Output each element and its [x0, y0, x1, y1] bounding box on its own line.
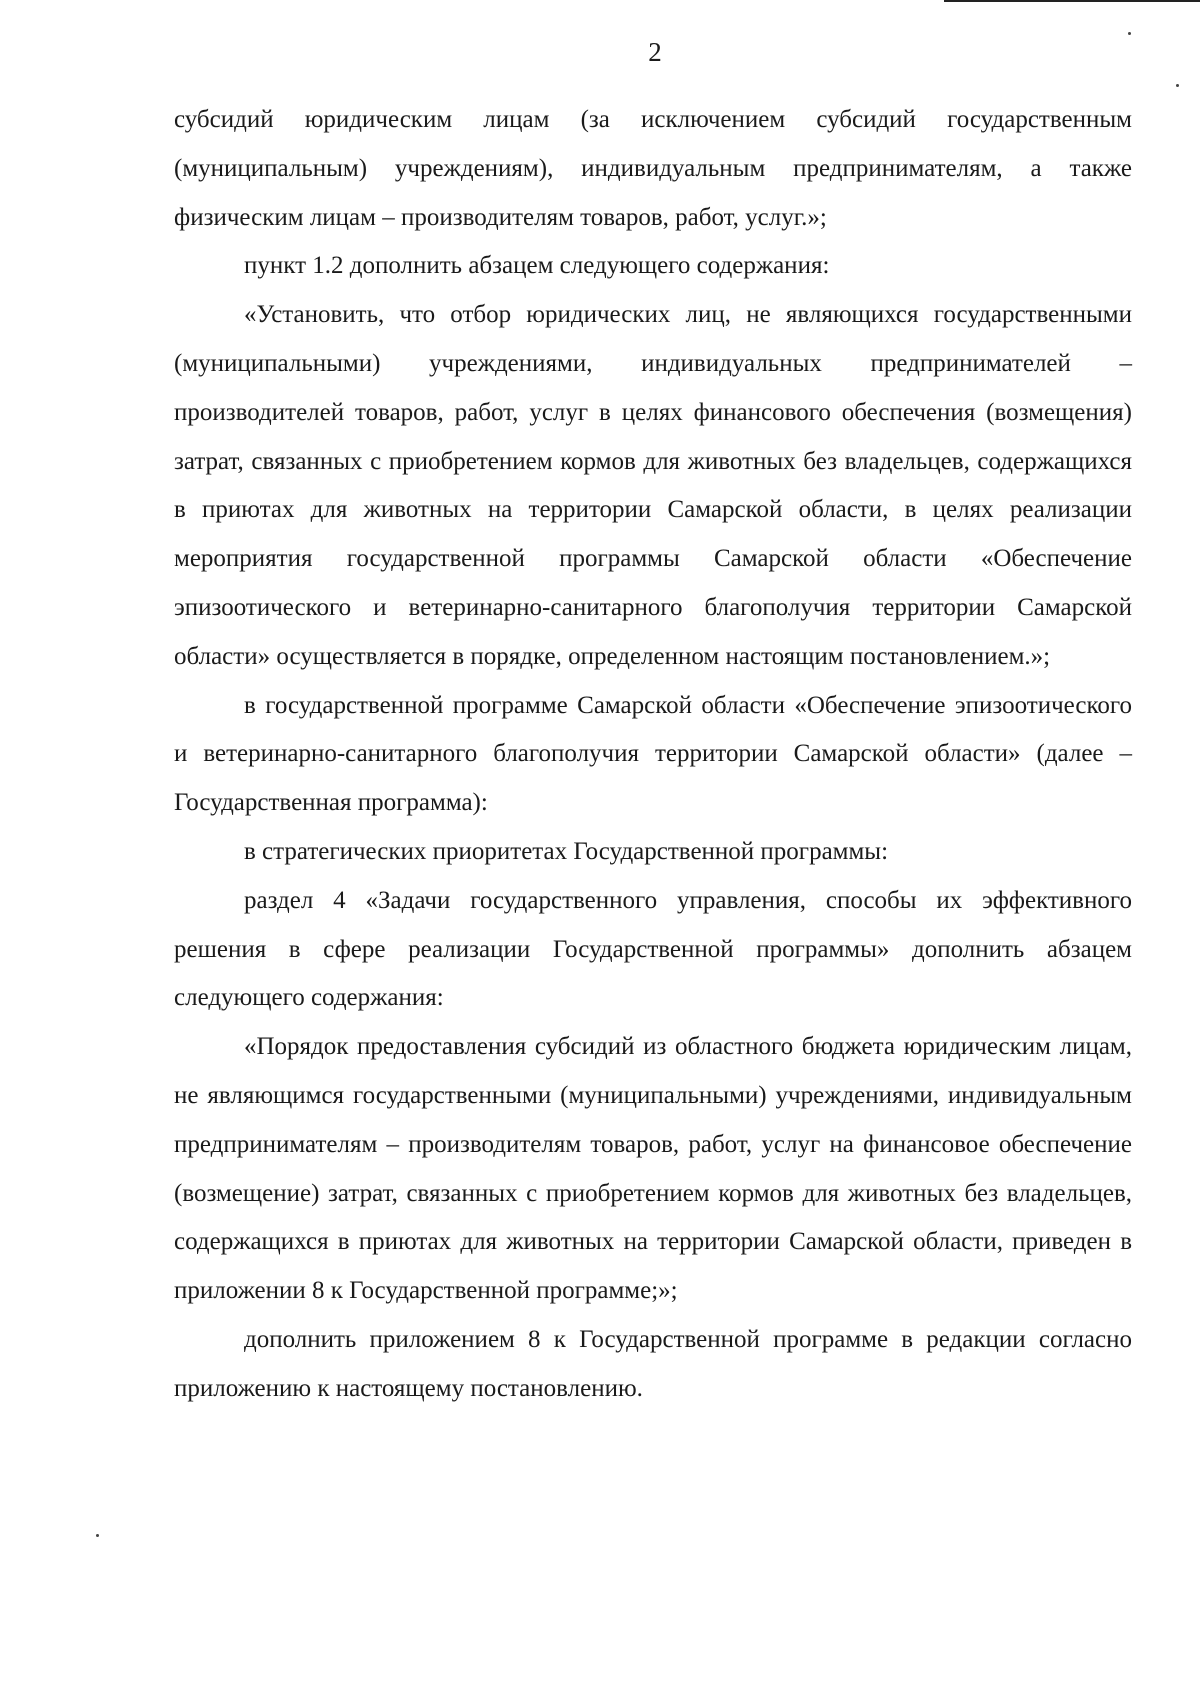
paragraph-section-4: раздел 4 «Задачи государственного управления, способы их эффективного решения в сфере реализации Государственной программы» дополнить абзацем следующего содержания:: [174, 886, 1132, 1012]
paragraph-strategic-priorities: в стратегических приоритетах Государственной программы:: [244, 837, 889, 865]
paragraph-item-1-2: пункт 1.2 дополнить абзацем следующего содержания:: [244, 252, 830, 280]
scan-speck: [96, 1534, 99, 1537]
paragraph-state-program: в государственной программе Самарской области «Обеспечение эпизоотического и ветеринарно-санитарного благополучия территории Самарской области» (далее – Государственная программа):: [174, 691, 1132, 817]
paragraph-quote-selection: «Установить, что отбор юридических лиц, не являющихся государственными (муниципальными) учреждениями, индивидуальных предпринимателей – производителей товаров, работ, услуг в целях финансового обеспечения (возмещения) затрат, связанных с приобретением кормов для животных без владельцев, содержащихся в приютах для животных на территории Самарской области, в целях реализации мероприятия государственной программы Самарской области «Обеспечение эпизоотического и ветеринарно-санитарного благополучия территории Самарской области» осуществляется в порядке, определенном настоящим постановлением.»;: [174, 301, 1132, 670]
page-number: 2: [648, 37, 662, 67]
document-body: [174, 96, 1132, 1414]
scan-speck: [1128, 32, 1131, 35]
top-edge-rule: [944, 0, 1200, 2]
paragraph-quote-procedure: «Порядок предоставления субсидий из областного бюджета юридическим лицам, не являющимся государственными (муниципальными) учреждениями, индивидуальным предпринимателям – производителям товаров, работ, услуг на финансовое обеспечение (возмещение) затрат, связанных с приобретением кормов для животных без владельцев, содержащихся в приютах для животных на территории Самарской области, приведен в приложении 8 к Государственной программе;»;: [174, 1033, 1132, 1305]
paragraph-continuation: субсидий юридическим лицам (за исключением субсидий государственным (муниципальным) учреждениям), индивидуальным предпринимателям, а также физическим лицам – производителям товаров, работ, услуг.»;: [174, 106, 1132, 231]
paragraph-annex-8: дополнить приложением 8 к Государственной программе в редакции согласно приложению к настоящему постановлению.: [174, 1325, 1132, 1402]
scan-speck: [1176, 84, 1179, 87]
